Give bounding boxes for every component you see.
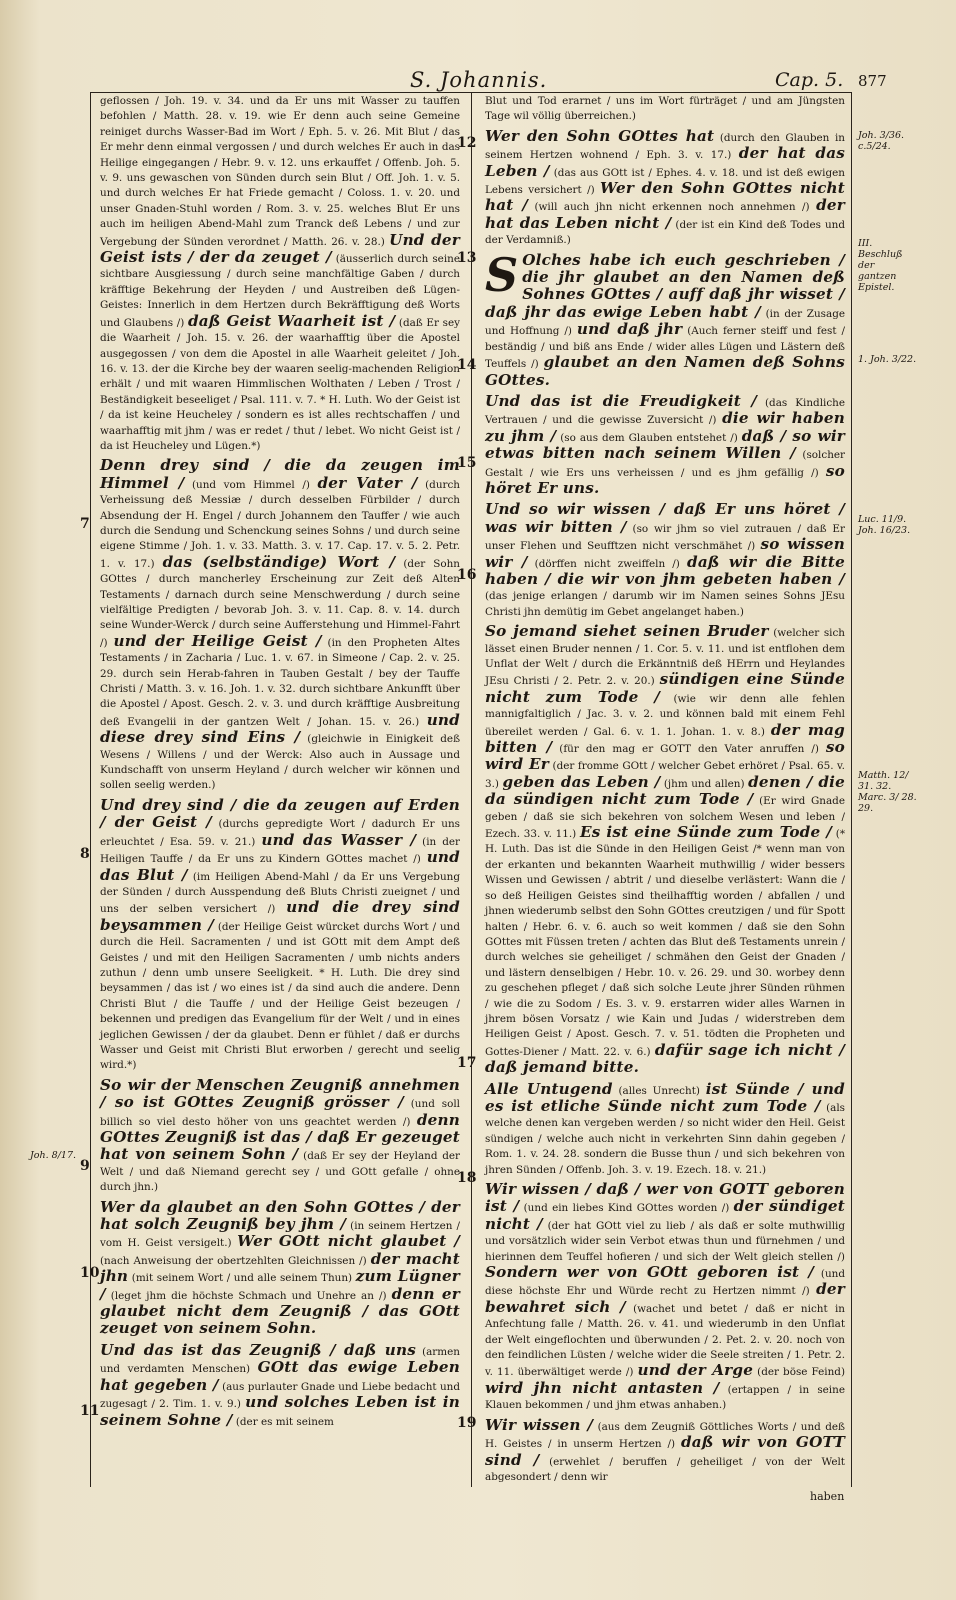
scripture-text: Olches habe ich euch geschrieben / die jhr glaubet an den Namen deß Sohnes GOttes / auff daß jhr wisset / daß jhr das ewige Leben habt / (485, 250, 845, 321)
commentary-text: (durch Verheissung deß Messiæ / durch desselben Fürbilder / durch Absendung der H. Engel / durch Johannem den Tauffer / wie auch durch die Sendung und Schenckung seines Sohns / und durch seine eigene Stimme / Joh. 1. v. 33. Matth. 3. v. 17. Cap. 17. v. 5. 2. Petr. 1. v. 17.) (100, 478, 460, 570)
scripture-text: zum Lügner / (100, 1267, 461, 1303)
scripture-text: Es ist eine Sünde zum Tode / (579, 823, 833, 842)
scripture-text: GOtt das ewige Leben hat gegeben / (100, 1358, 461, 1394)
verse-9 (100, 1075, 460, 1196)
verse-number: 17 (457, 1055, 477, 1071)
scripture-text: und solches Leben ist in seinem Sohne / (100, 1393, 460, 1429)
commentary-text: (daß Er sey der Heyland der Welt / und daß Niemand gerecht sey / und GOtt gefalle / ohne durch jhn.) (100, 1150, 460, 1194)
verse-number: 12 (457, 135, 477, 151)
margin-note: Joh. 3/36. c.5/24. (858, 130, 905, 152)
scripture-text: Und so wir wissen / daß Er uns höret / was wir bitten / (485, 500, 845, 536)
verse-number: 15 (457, 455, 477, 471)
verse-number: 9 (80, 1158, 90, 1174)
running-head (0, 68, 956, 94)
margin-note: 1. Joh. 3/22. (858, 354, 917, 365)
catchword: haben (810, 1490, 845, 1503)
book-title: S. Johannis. (410, 68, 548, 92)
scripture-text: geben das Leben / (502, 772, 661, 791)
scripture-text: und die drey sind beysammen / (100, 898, 460, 934)
commentary-text: (gleichwie in Einigkeit deß Wesens / Willens / und der Werck: Also auch in Aussage und Kundschafft von unserm Heyland / durch welcher wir können und sollen seelig werden.) (100, 733, 461, 792)
verse-number: 7 (80, 516, 90, 532)
verse-13 (485, 247, 846, 390)
commentary-text: (Auch ferner steiff und fest / beständig / und biß ans Ende / wider alles Lügen und Lästern deß Teuffels /) (485, 325, 845, 371)
scripture-text: und daß jhr (576, 320, 683, 339)
scripture-text: So jemand siehet seinen Bruder (485, 622, 769, 641)
commentary-text: (wachet und betet / daß er nicht in Anfechtung falle / Matth. 26. v. 41. und wiederumb in den Unflat der Welt eingeflochten und überwunden / 2. Pet. 2. v. 20. noch von den feindlichen Lüsten / welche wider die Seele streiten / 1. Petr. 2. v. 11. überwältiget werde /) (485, 1302, 845, 1379)
scripture-text: Alle Untugend (485, 1079, 613, 1098)
scripture-text: daß Geist Waarheit ist / (187, 311, 396, 330)
chapter-label: Cap. 5. (775, 69, 844, 91)
scripture-text: der hat das Leben nicht / (485, 196, 845, 232)
commentary-text: (Er wird Gnade geben / daß sie sich bekehren von solchem Wesen und leben / Ezech. 33. v. 11.) (485, 795, 845, 841)
commentary-text: (als welche denen kan vergeben werden / so nicht wider den Heil. Geist sündigen / welche auch nicht in verkehrten Sinn dahin gegeben / Rom. 1. v. 24. 28. sondern die Busse thun / und sich bekehren von jhren Sünden / Offenb. Joh. 3. v. 19. Ezech. 18. v. 21.) (485, 1101, 845, 1176)
commentary-text: (ertappen / in seine Klauen bekommen / und jhm etwas anhaben.) (485, 1383, 845, 1412)
commentary-text: (erwehlet / beruffen / geheiliget / von der Welt abgesondert / denn wir (485, 1455, 845, 1483)
commentary-text: (welcher sich lässet einen Bruder nennen / 1. Cor. 5. v. 11. und ist entflohen dem Unflat der Welt / durch die Erkänntniß deß HErrn und Heylandes JEsu Christi / 2. Petr. 2. v. 20.) (485, 627, 845, 688)
scripture-text: der mag bitten / (485, 720, 845, 757)
commentary-text: (der Sohn GOttes / durch mancherley Erscheinung zur Zeit deß Alten Testaments / darnach durch seine Menschwerdung / durch seine vielfältige Predigten / bevorab Joh. 3. v. 11. Cap. 8. v. 14. durch seine Wunder-Werck / durch seine Aufferstehung und Himmel-Fahrt /) (100, 557, 461, 649)
commentary-text: (daß Er sey die Waarheit / Joh. 15. v. 26. der waarhafftig über die Apostel ausgegossen / von dem die Apostel in alle Waarheit geleitet / Joh. 16. v. 13. der die Kirche bey der waaren seelig-machenden Religion erhält / und mit waaren Himmlischen Wolthaten / Leben / Trost / Beständigkeit beseeliget / Psal. 111. v. 7. * H. Luth. Wo der Geist ist / da ist keine Heucheley / sondern es ist alles rechtschaffen / und waarhafftig mit jhm / was er redet / thut / lebet. Wo nicht Geist ist / da ist Heucheley und Lügen.*) (100, 316, 460, 452)
margin-note: Joh. 8/17. (30, 1150, 77, 1161)
verse-8 (100, 795, 460, 1074)
verse-7 (100, 458, 460, 794)
scripture-text: so höret Er uns. (485, 461, 845, 497)
commentary-text: (solcher Gestalt / wie Ers uns verheissen / und es jhm gefällig /) (485, 449, 845, 479)
scripture-text: daß wir die Bitte haben / die wir von jhm gebeten haben / (485, 552, 845, 588)
commentary-text: (der ist ein Kind deß Todes und der Verdamniß.) (485, 218, 845, 247)
verse-15 (485, 502, 845, 620)
column-divider (471, 92, 472, 1487)
commentary-text: (für den mag er GOTT den Vater anruffen /) (559, 743, 819, 756)
scripture-text: und das Blut / (100, 848, 460, 884)
scripture-text: und der Heilige Geist / (113, 631, 322, 650)
commentary-text: (dörffen nicht zweiffeln /) (534, 557, 680, 570)
commentary-text: geflossen / Joh. 19. v. 34. und da Er uns mit Wasser zu tauffen befohlen / Matth. 28. v. 19. wie Er denn auch seine Gemeine reiniget durchs Wasser-Bad im Wort / Eph. 5. v. 26. Mit Blut / das Er mehr denn einmal vergossen / und durch welches Er auch in das Heilige eingegangen / Hebr. 9. v. 12. uns erkauffet / Offenb. Joh. 5. v. 9. uns gewaschen von Sünden durch sein Blut / Off. Joh. 1. v. 5. und durch welches Er hat Friede gemacht / Coloss. 1. v. 20. und unser Gnaden-Stuhl worden / Rom. 3. v. 25. welches Blut Er uns auch im heiligen Abend-Mahl zum Tranck deß Lebens / und zur Vergebung der Sünden verordnet / Matth. 26. v. 28.) (100, 95, 460, 248)
commentary-text: (der es mit seinem (235, 1415, 334, 1428)
scripture-text: Wir wissen / daß / wer von GOTT geboren ist / (485, 1180, 845, 1216)
scripture-text: die wir haben zu jhm / (485, 409, 846, 445)
verse-number: 13 (457, 250, 477, 266)
verse-10 (100, 1197, 461, 1339)
commentary-text: (und ein liebes Kind GOttes worden /) (523, 1202, 730, 1215)
verse-14 (485, 391, 846, 498)
scripture-text: ist Sünde / und es ist etliche Sünde nicht zum Tode / (485, 1079, 845, 1115)
commentary-text: (aus purlauter Gnade und Liebe bedacht und zugesagt / 2. Tim. 1. v. 9.) (100, 1380, 460, 1411)
commentary-text: (der böse Feind) (757, 1366, 846, 1379)
scripture-text: Wer GOtt nicht glaubet / (237, 1232, 460, 1251)
commentary-text: (das aus GOtt ist / Ephes. 4. v. 18. und ist deß ewigen Lebens versichert /) (485, 166, 845, 197)
scripture-text: So wir der Menschen Zeugniß annehmen / so ist GOttes Zeugniß grösser / (100, 1075, 460, 1112)
scripture-text: der sündiget nicht / (485, 1197, 845, 1233)
commentary-text: (jhm und allen) (663, 777, 745, 790)
commentary-text: (aus dem Zeugniß Göttliches Worts / und deß H. Geistes / in unserm Hertzen /) (485, 1420, 845, 1451)
margin-note: III. Beschluß der gantzen Epistel. (858, 238, 903, 293)
paragraph (485, 94, 845, 125)
commentary-text: (so wir jhm so viel zutrauen / daß Er unser Flehen und Seufftzen nicht verschmähet /) (485, 522, 845, 553)
right-column (485, 94, 845, 1489)
scripture-text: und der Arge (637, 1361, 754, 1380)
commentary-text: (leget jhm die höchste Schmach und Unehre an /) (110, 1289, 387, 1302)
verse-11 (100, 1340, 461, 1430)
scripture-text: so wird Er (485, 738, 846, 774)
scripture-text: sündigen eine Sünde nicht zum Tode / (485, 670, 845, 706)
commentary-text: (* H. Luth. Das ist die Sünde in den Heiligen Geist /* wenn man von der erkanten und bekannten Waarheit muthwillig / wider bessers Wissen und Gewissen / abtrit / und dieselbe verlästert: Wann die / so deß Heiligen Geistes sind theilhafftig worden / abfallen / und jhnen wiederumb selbst den Sohn GOttes creutzigen / und für Spott halten / Hebr. 6. v. 6. auch so weit kommen / daß sie den Sohn GOttes mit Füssen treten / achten das Blut deß Testaments unrein / durch welches sie geheiliget / schmähen den Geist der Gnaden / und lästern denselbigen / Hebr. 10. v. 26. 29. und 30. worbey denn zu geschehen pfleget / daß sich solche Leute jhrer Sünden rühmen / wie die zu Sodom / Es. 3. v. 9. erstarren wider alles Warnen in jhrem bösen Vorsatz / wie Kain und Judas / widerstreben dem Heiligen Geist / Apost. Gesch. 7. v. 51. tödten die Propheten und Gottes-Diener / Matt. 22. v. 6.) (485, 828, 846, 1058)
scripture-text: der hat das Leben / (485, 144, 845, 180)
scripture-text: Und das ist das Zeugniß / daß uns (100, 1340, 417, 1359)
margin-note: Matth. 12/ 31. 32. Marc. 3/ 28. 29. (858, 770, 917, 814)
verse-number: 16 (457, 567, 477, 583)
commentary-text: (will auch jhn nicht erkennen noch annehmen /) (534, 201, 810, 214)
verse-number: 18 (457, 1170, 477, 1186)
verse-12 (485, 126, 845, 249)
commentary-text: (mit seinem Wort / und alle seinem Thun) (131, 1272, 353, 1285)
commentary-text: (durchs gepredigte Wort / dadurch Er uns erleuchtet / Esa. 59. v. 21.) (100, 818, 460, 848)
scripture-text: und das Wasser / (261, 830, 417, 849)
verse-number: 11 (80, 1403, 100, 1419)
scripture-text: glaubet an den Namen deß Sohns GOttes. (485, 353, 845, 389)
verse-16 (485, 624, 845, 1077)
scripture-text: daß / so wir etwas bitten nach seinem Willen / (485, 426, 845, 463)
commentary-text: (so aus dem Glauben entstehet /) (560, 431, 738, 444)
commentary-text: (der fromme GOtt / welcher Gebet erhöret / Psal. 65. v. 3.) (485, 760, 845, 790)
commentary-text: (und soll billich so viel desto höher von uns geachtet werden /) (100, 1098, 460, 1128)
scripture-text: Und das ist die Freudigkeit / (485, 391, 757, 410)
scripture-text: denn er glaubet nicht dem Zeugniß / das GOtt zeuget von seinem Sohn. (100, 1284, 460, 1338)
margin-note: Luc. 11/9. Joh. 16/23. (858, 514, 911, 536)
scripture-text: und diese drey sind Eins / (100, 710, 460, 747)
scripture-text: der macht jhn (100, 1249, 461, 1286)
scripture-text: so wissen wir / (485, 535, 845, 571)
scripture-text: Wir wissen / (485, 1415, 594, 1434)
verse-17 (485, 1079, 845, 1178)
scripture-text: Und der Geist ists / der da zeuget / (100, 230, 460, 267)
commentary-text: (armen und verdamten Menschen) (100, 1345, 460, 1376)
scripture-text: daß wir von GOTT sind / (485, 1433, 845, 1469)
scripture-text: der Vater / (317, 473, 418, 492)
verse-18 (485, 1182, 845, 1414)
commentary-text: (in der Heiligen Tauffe / da Er uns zu Kindern GOttes machet /) (100, 835, 460, 866)
scripture-text: der bewahret sich / (485, 1280, 845, 1316)
page-number: 877 (858, 72, 887, 90)
verse-number: 10 (80, 1265, 100, 1281)
commentary-text: (das jenige erlangen / darumb wir im Namen seines Sohns JEsu Christi jhn demütig im Gebet angelanget haben.) (485, 590, 845, 618)
paragraph (100, 94, 460, 454)
verse-19 (485, 1415, 845, 1486)
commentary-text: (im Heiligen Abend-Mahl / da Er uns Vergebung der Sünden / durch Ausspendung deß Bluts Christi zueignet / und uns der selben versichert /) (100, 870, 460, 916)
commentary-text: (wie wir denn alle fehlen mannigfaltiglich / Jac. 3. v. 2. und können bald mit einem Fehl übereilet werden / Gal. 6. v. 1. 1. Johan. 1. v. 8.) (485, 692, 845, 738)
commentary-text: (der Heilige Geist würcket durchs Wort / und durch die Heil. Sacramenten / und ist GOtt mit dem Ampt deß Geistes / und mit den Heiligen Sacramenten / umb nichts anders zuthun / denn umb unsere Seeligkeit. * H. Luth. Die drey sind beysammen / das ist / wo eines ist / da sind auch die andere. Denn Christi Blut / die Tauffe / und der Heilige Geist bezeugen / bekennen und predigen das Evangelium für der Welt / und in eines jeglichen Gewissen / der da glaubet. Denn er fühlet / daß er durchs Wasser und Geist mit Christi Blut erworben / gerecht und seelig wird.*) (100, 920, 460, 1072)
scripture-text: Wer den Sohn GOttes nicht hat / (485, 179, 845, 215)
commentary-text: (in den Propheten Altes Testaments / in Zacharia / Luc. 1. v. 67. in Simeone / Cap. 2. v. 25. 29. durch sein Herab-fahren in Tauben Gestalt / bey der Tauffe Christi / Matth. 3. v. 16. Joh. 1. v. 32. durch sichtbare Ankunfft über die Apostel / Apost. Gesch. 2. v. 3. und durch kräfftige Ausbreitung deß Evangelii in der gantzen Welt / Johan. 15. v. 26.) (100, 636, 460, 728)
commentary-text: (äusserlich durch seine sichtbare Ausgiessung / durch seine manchfältige Gaben / durch kräfftige Bekehrung der Heyden / und Austreiben deß Lügen-Geistes: Innerlich in dem Hertzen durch Bekräfftigung deß Worts und Glaubens /) (100, 253, 460, 329)
scripture-text: Wer da glaubet an den Sohn GOttes / der hat solch Zeugniß bey jhm / (100, 1197, 460, 1234)
verse-number: 8 (80, 846, 90, 862)
scripture-text: das (selbständige) Wort / (162, 552, 396, 571)
scripture-text: wird jhn nicht antasten / (485, 1378, 720, 1397)
commentary-text: (und vom Himmel /) (191, 478, 310, 491)
scripture-text: denn GOttes Zeugniß ist das / daß Er gezeuget hat von seinem Sohn / (100, 1110, 460, 1164)
commentary-text: (in seinem Hertzen / vom H. Geist versigelt.) (100, 1220, 460, 1250)
commentary-text: (und diese höchste Ehr und Würde recht zu Hertzen nimmt /) (485, 1268, 846, 1298)
commentary-text: (nach Anweisung der obertzehlten Gleichnissen /) (100, 1254, 367, 1267)
scripture-text: denen / die da sündigen nicht zum Tode / (485, 772, 845, 809)
verse-number: 19 (457, 1415, 477, 1431)
verse-number: 14 (457, 357, 477, 373)
left-column (100, 94, 460, 1434)
scripture-text: Denn drey sind / die da zeugen im Himmel / (100, 456, 460, 492)
drop-cap: S (485, 247, 519, 302)
commentary-text: (alles Unrecht) (618, 1084, 700, 1097)
scripture-text: Sondern wer von GOtt geboren ist / (485, 1263, 815, 1282)
commentary-text: (der hat GOtt viel zu lieb / als daß er solte muthwillig und vorsätzlich wider sein Verbot etwas thun und fürnehmen / und hierinnen dem Teuffel hofieren / und sich der Welt gleich stellen /) (485, 1219, 845, 1263)
outer-right-rule (851, 92, 852, 1487)
scripture-text: Und drey sind / die da zeugen auf Erden / der Geist / (100, 795, 460, 832)
commentary-text: (in der Zusage und Hoffnung /) (485, 307, 846, 338)
scripture-text: dafür sage ich nicht / daß jemand bitte. (485, 1040, 845, 1077)
commentary-text: Blut und Tod erarnet / uns im Wort fürträget / und am Jüngsten Tage wil völlig überreichen.) (485, 95, 845, 123)
commentary-text: (das Kindliche Vertrauen / und die gewisse Zuversicht /) (485, 396, 846, 427)
scripture-text: Wer den Sohn GOttes hat (485, 126, 715, 145)
commentary-text: (durch den Glauben in seinem Hertzen wohnend / Eph. 3. v. 17.) (485, 131, 845, 162)
